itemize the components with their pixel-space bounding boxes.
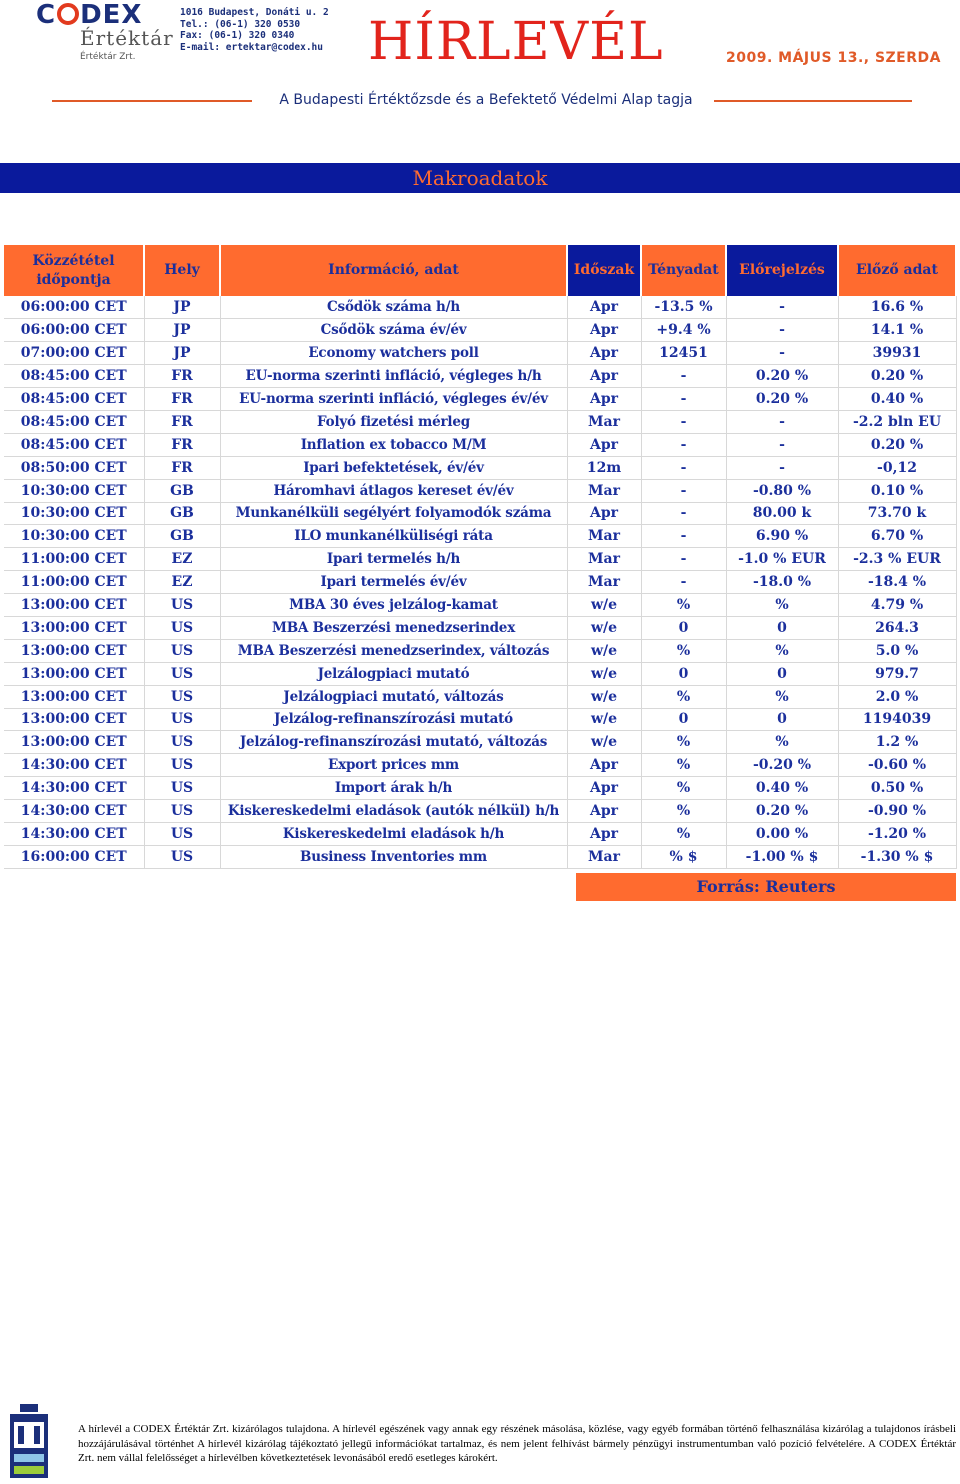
cell-information: Jelzálog-refinanszírozási mutató, változás (220, 731, 567, 754)
issue-date: 2009. MÁJUS 13., SZERDA (726, 50, 941, 66)
cell-publish-time: 08:50:00 CET (4, 456, 144, 479)
cell-publish-time: 10:30:00 CET (4, 525, 144, 548)
cell-actual: - (641, 525, 726, 548)
cell-previous: -0.90 % (838, 800, 956, 823)
cell-publish-time: 14:30:00 CET (4, 800, 144, 823)
cell-place: US (144, 822, 220, 845)
cell-place: FR (144, 388, 220, 411)
cell-place: FR (144, 365, 220, 388)
cell-forecast: 0.20 % (726, 388, 838, 411)
table-row (4, 685, 956, 708)
table-row (4, 342, 956, 365)
cell-period: Apr (567, 502, 641, 525)
cell-period: Apr (567, 319, 641, 342)
cell-place: US (144, 800, 220, 823)
cell-actual: % (641, 777, 726, 800)
cell-period: Mar (567, 410, 641, 433)
cell-publish-time: 08:45:00 CET (4, 433, 144, 456)
logo-subtitle: Értéktár (80, 26, 174, 50)
cell-information: Munkanélküli segélyért folyamodók száma (220, 502, 567, 525)
cell-place: GB (144, 525, 220, 548)
cell-publish-time: 06:00:00 CET (4, 296, 144, 319)
cell-actual: - (641, 456, 726, 479)
cell-place: EZ (144, 571, 220, 594)
cell-period: Apr (567, 342, 641, 365)
cell-previous: -0.60 % (838, 754, 956, 777)
table-row (4, 388, 956, 411)
table-row (4, 365, 956, 388)
cell-information: Folyó fizetési mérleg (220, 410, 567, 433)
contact-email[interactable]: E-mail: ertektar@codex.hu (180, 41, 323, 53)
cell-period: 12m (567, 456, 641, 479)
cell-publish-time: 06:00:00 CET (4, 319, 144, 342)
cell-information: Business Inventories mm (220, 845, 567, 868)
cell-forecast: % (726, 685, 838, 708)
cell-forecast: - (726, 342, 838, 365)
cell-information: Ipari befektetések, év/év (220, 456, 567, 479)
cell-place: US (144, 754, 220, 777)
cell-previous: -2.3 % EUR (838, 548, 956, 571)
cell-period: Mar (567, 479, 641, 502)
table-row (4, 708, 956, 731)
cell-publish-time: 14:30:00 CET (4, 754, 144, 777)
cell-previous: 0.50 % (838, 777, 956, 800)
cell-publish-time: 16:00:00 CET (4, 845, 144, 868)
table-row (4, 525, 956, 548)
col-header-information: Információ, adat (220, 245, 567, 296)
cell-forecast: -1.0 % EUR (726, 548, 838, 571)
logo-subtitle-small: Értéktár Zrt. (80, 52, 136, 62)
cell-actual: -13.5 % (641, 296, 726, 319)
cell-previous: 1194039 (838, 708, 956, 731)
col-header-period: Időszak (567, 245, 641, 296)
cell-actual: - (641, 479, 726, 502)
col-header-place: Hely (144, 245, 220, 296)
table-row (4, 639, 956, 662)
cell-place: US (144, 639, 220, 662)
table-row (4, 616, 956, 639)
cell-forecast: 0.20 % (726, 800, 838, 823)
cell-forecast: 0 (726, 708, 838, 731)
cell-place: EZ (144, 548, 220, 571)
cell-period: Mar (567, 548, 641, 571)
cell-forecast: % (726, 594, 838, 617)
table-row (4, 731, 956, 754)
source-bar (576, 873, 956, 901)
cell-actual: 12451 (641, 342, 726, 365)
cell-period: Apr (567, 433, 641, 456)
table-row (4, 410, 956, 433)
cell-period: w/e (567, 616, 641, 639)
cell-actual: % (641, 685, 726, 708)
table-row (4, 845, 956, 868)
cell-place: US (144, 616, 220, 639)
cell-period: Apr (567, 822, 641, 845)
cell-information: MBA Beszerzési menedzserindex (220, 616, 567, 639)
cell-place: JP (144, 319, 220, 342)
cell-forecast: 0.40 % (726, 777, 838, 800)
cell-actual: - (641, 502, 726, 525)
cell-actual: 0 (641, 708, 726, 731)
table-row (4, 662, 956, 685)
cell-forecast: 0.00 % (726, 822, 838, 845)
codex-wordmark: C DEX (36, 0, 143, 30)
cell-period: Apr (567, 365, 641, 388)
cell-period: w/e (567, 731, 641, 754)
cell-previous: 0.20 % (838, 433, 956, 456)
table-row (4, 571, 956, 594)
disclaimer: A hírlevél a CODEX Értéktár Zrt. kizárólagos tulajdona. A hírlevél egészének vagy annak egy részének másolása, közlése, vagy egyéb formában történő felhasználása kizárólag a tulajdonos írásbeli hozzájárulásával történhet A hírlevél kizárólag tájékoztató jellegű információkat tartalmaz, és nem jelent felhívást bármely pénzügyi instrumentumban való pozíció felvételére. A CODEX Értéktár Zrt. nem vállal felelősséget a hírlevélben következtetések levonásából eredő esetleges károkért. (78, 1423, 956, 1464)
cell-place: US (144, 594, 220, 617)
cell-forecast: - (726, 433, 838, 456)
cell-place: US (144, 731, 220, 754)
cell-place: GB (144, 502, 220, 525)
cell-information: EU-norma szerinti infláció, végleges év/év (220, 388, 567, 411)
cell-period: w/e (567, 708, 641, 731)
cell-publish-time: 11:00:00 CET (4, 571, 144, 594)
cell-forecast: -1.00 % $ (726, 845, 838, 868)
cell-actual: % $ (641, 845, 726, 868)
table-row (4, 822, 956, 845)
col-header-actual: Tényadat (641, 245, 726, 296)
tagline: A Budapesti Értéktőzsde és a Befektető Védelmi Alap tagja (258, 92, 714, 108)
cell-previous: -0,12 (838, 456, 956, 479)
cell-actual: - (641, 365, 726, 388)
cell-previous: 39931 (838, 342, 956, 365)
cell-period: Apr (567, 754, 641, 777)
cell-publish-time: 14:30:00 CET (4, 822, 144, 845)
cell-period: Mar (567, 525, 641, 548)
cell-publish-time: 08:45:00 CET (4, 388, 144, 411)
cell-previous: -18.4 % (838, 571, 956, 594)
table-row (4, 800, 956, 823)
cell-information: EU-norma szerinti infláció, végleges h/h (220, 365, 567, 388)
cell-forecast: 0 (726, 662, 838, 685)
cell-forecast: -0.80 % (726, 479, 838, 502)
cell-previous: 14.1 % (838, 319, 956, 342)
table-row (4, 502, 956, 525)
tagline-rule-right (712, 100, 912, 102)
cell-information: MBA 30 éves jelzálog-kamat (220, 594, 567, 617)
table-row (4, 777, 956, 800)
cell-information: ILO munkanélküliségi ráta (220, 525, 567, 548)
cell-information: Export prices mm (220, 754, 567, 777)
tagline-rule-left (52, 100, 252, 102)
cell-previous: -2.2 bln EU (838, 410, 956, 433)
cell-actual: % (641, 800, 726, 823)
cell-period: Apr (567, 296, 641, 319)
cell-period: Apr (567, 800, 641, 823)
cell-previous: 73.70 k (838, 502, 956, 525)
cell-actual: % (641, 731, 726, 754)
cell-place: US (144, 662, 220, 685)
contact-address: 1016 Budapest, Donáti u. 2 (180, 7, 329, 18)
cell-place: US (144, 777, 220, 800)
cell-period: Apr (567, 777, 641, 800)
cell-actual: 0 (641, 616, 726, 639)
cell-forecast: 80.00 k (726, 502, 838, 525)
cell-previous: 0.10 % (838, 479, 956, 502)
section-title: Makroadatok (412, 166, 548, 190)
cell-actual: % (641, 639, 726, 662)
cell-information: Jelzálogpiaci mutató, változás (220, 685, 567, 708)
cell-publish-time: 13:00:00 CET (4, 662, 144, 685)
col-header-forecast: Előrejelzés (726, 245, 838, 296)
cell-information: Csődök száma év/év (220, 319, 567, 342)
cell-actual: % (641, 594, 726, 617)
cell-previous: 5.0 % (838, 639, 956, 662)
cell-place: JP (144, 342, 220, 365)
cell-place: FR (144, 433, 220, 456)
cell-information: Economy watchers poll (220, 342, 567, 365)
table-row (4, 296, 956, 319)
cell-previous: 2.0 % (838, 685, 956, 708)
cell-forecast: 0 (726, 616, 838, 639)
cell-publish-time: 14:30:00 CET (4, 777, 144, 800)
logo-ring-icon (57, 3, 79, 25)
cell-publish-time: 13:00:00 CET (4, 731, 144, 754)
cell-period: Apr (567, 388, 641, 411)
cell-publish-time: 08:45:00 CET (4, 365, 144, 388)
cell-publish-time: 08:45:00 CET (4, 410, 144, 433)
cell-previous: 979.7 (838, 662, 956, 685)
cell-actual: % (641, 754, 726, 777)
cell-publish-time: 13:00:00 CET (4, 594, 144, 617)
cell-actual: 0 (641, 662, 726, 685)
cell-place: JP (144, 296, 220, 319)
table-row (4, 548, 956, 571)
cell-publish-time: 11:00:00 CET (4, 548, 144, 571)
col-header-previous: Előző adat (838, 245, 956, 296)
cell-forecast: -0.20 % (726, 754, 838, 777)
table-row (4, 433, 956, 456)
cell-forecast: - (726, 296, 838, 319)
cell-period: w/e (567, 639, 641, 662)
cell-place: US (144, 685, 220, 708)
cell-period: Mar (567, 571, 641, 594)
cell-forecast: - (726, 410, 838, 433)
contact-phone: Tel.: (06-1) 320 0530 (180, 18, 301, 30)
cell-publish-time: 13:00:00 CET (4, 685, 144, 708)
table-row (4, 479, 956, 502)
cell-actual: % (641, 822, 726, 845)
cell-period: w/e (567, 594, 641, 617)
table-row (4, 754, 956, 777)
contact-fax: Fax: (06-1) 320 0340 (180, 30, 295, 41)
macro-data-table (4, 245, 957, 869)
cell-place: FR (144, 410, 220, 433)
cell-previous: 0.20 % (838, 365, 956, 388)
cell-previous: 1.2 % (838, 731, 956, 754)
cell-previous: 4.79 % (838, 594, 956, 617)
table-row (4, 594, 956, 617)
table-row (4, 456, 956, 479)
cell-previous: 16.6 % (838, 296, 956, 319)
cell-information: Jelzálog-refinanszírozási mutató (220, 708, 567, 731)
table-header-row (4, 245, 956, 296)
cell-information: Import árak h/h (220, 777, 567, 800)
cell-previous: -1.20 % (838, 822, 956, 845)
cell-publish-time: 07:00:00 CET (4, 342, 144, 365)
cell-actual: - (641, 388, 726, 411)
table-body (4, 296, 956, 868)
cell-forecast: 0.20 % (726, 365, 838, 388)
cell-actual: - (641, 571, 726, 594)
cell-place: US (144, 708, 220, 731)
bet-member-logo (8, 1400, 50, 1480)
cell-information: Csődök száma h/h (220, 296, 567, 319)
cell-information: MBA Beszerzési menedzserindex, változás (220, 639, 567, 662)
cell-information: Ipari termelés h/h (220, 548, 567, 571)
cell-information: Kiskereskedelmi eladások h/h (220, 822, 567, 845)
table-row (4, 319, 956, 342)
cell-actual: - (641, 433, 726, 456)
cell-actual: - (641, 410, 726, 433)
cell-period: w/e (567, 685, 641, 708)
cell-forecast: -18.0 % (726, 571, 838, 594)
cell-previous: 0.40 % (838, 388, 956, 411)
cell-period: w/e (567, 662, 641, 685)
cell-publish-time: 13:00:00 CET (4, 616, 144, 639)
contact-block (180, 7, 329, 53)
codex-logo (36, 2, 176, 66)
cell-publish-time: 10:30:00 CET (4, 479, 144, 502)
cell-publish-time: 10:30:00 CET (4, 502, 144, 525)
cell-actual: - (641, 548, 726, 571)
cell-publish-time: 13:00:00 CET (4, 639, 144, 662)
cell-actual: +9.4 % (641, 319, 726, 342)
cell-information: Ipari termelés év/év (220, 571, 567, 594)
cell-period: Mar (567, 845, 641, 868)
cell-forecast: % (726, 639, 838, 662)
cell-information: Kiskereskedelmi eladások (autók nélkül) h/h (220, 800, 567, 823)
cell-publish-time: 13:00:00 CET (4, 708, 144, 731)
cell-information: Jelzálogpiaci mutató (220, 662, 567, 685)
cell-information: Háromhavi átlagos kereset év/év (220, 479, 567, 502)
cell-place: US (144, 845, 220, 868)
cell-place: FR (144, 456, 220, 479)
cell-previous: 6.70 % (838, 525, 956, 548)
cell-previous: -1.30 % $ (838, 845, 956, 868)
cell-forecast: % (726, 731, 838, 754)
cell-forecast: - (726, 456, 838, 479)
source-label: Forrás: Reuters (696, 877, 836, 896)
cell-forecast: - (726, 319, 838, 342)
cell-information: Inflation ex tobacco M/M (220, 433, 567, 456)
cell-place: GB (144, 479, 220, 502)
cell-previous: 264.3 (838, 616, 956, 639)
newsletter-title: HÍRLEVÉL (368, 12, 664, 72)
section-title-bar (0, 163, 960, 193)
cell-forecast: 6.90 % (726, 525, 838, 548)
col-header-publish-time: Közzététel időpontja (4, 245, 144, 296)
